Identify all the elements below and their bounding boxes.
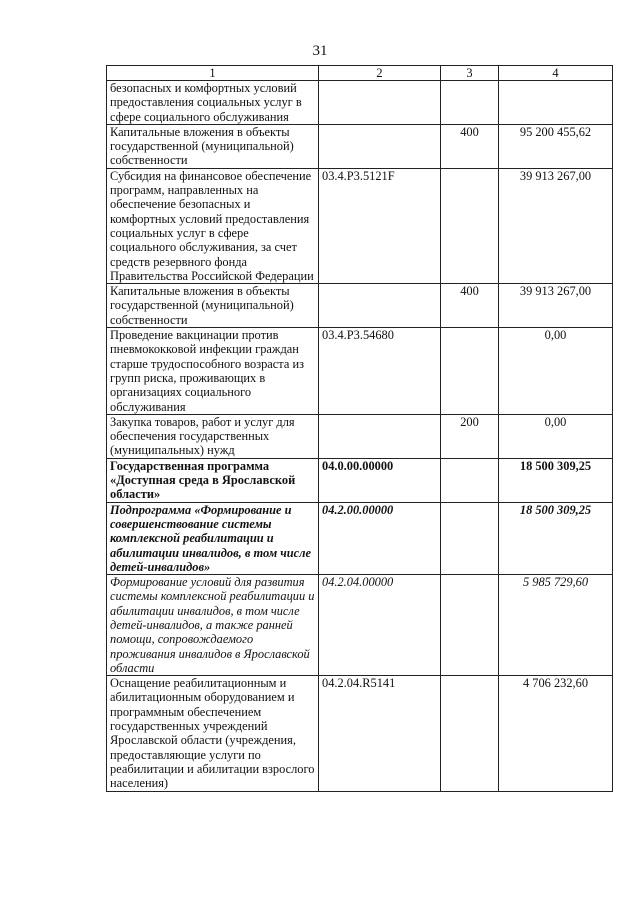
table-row <box>107 502 613 574</box>
row-type-cell <box>441 575 499 676</box>
row-type-cell <box>441 81 499 125</box>
row-amount-cell: 0,00 <box>499 328 613 415</box>
row-name-cell: Проведение вакцинации против пневмококковой инфекции граждан старше трудоспособного возраста из групп риска, проживающих в организациях социального обслуживания <box>107 328 319 415</box>
row-name-cell: Формирование условий для развития системы комплексной реабилитации и абилитации инвалидов, в том числе детей-инвалидов, а также ранней помощи, сопровождаемого проживания инвалидов в Ярославской области <box>107 575 319 676</box>
row-code-cell: 04.2.04.R5141 <box>319 676 441 791</box>
row-type-cell <box>441 676 499 791</box>
header-col-2: 2 <box>319 66 441 81</box>
row-amount-cell: 18 500 309,25 <box>499 458 613 502</box>
table-row <box>107 168 613 283</box>
row-type-cell <box>441 168 499 283</box>
row-amount-cell: 39 913 267,00 <box>499 168 613 283</box>
row-type-cell: 200 <box>441 414 499 458</box>
row-name-cell: Закупка товаров, работ и услуг для обеспечения государственных (муниципальных) нужд <box>107 414 319 458</box>
table-row <box>107 414 613 458</box>
row-amount-cell: 95 200 455,62 <box>499 124 613 168</box>
row-code-cell: 04.2.04.00000 <box>319 575 441 676</box>
page-number: 31 <box>312 43 328 59</box>
row-code-cell: 03.4.P3.54680 <box>319 328 441 415</box>
table-row <box>107 575 613 676</box>
row-name-cell: Субсидия на финансовое обеспечение программ, направленных на обеспечение безопасных и комфортных условий предоставления социальных услуг в сфере социального обслуживания, за счет средств резервного фонда Правительства Российской Федерации <box>107 168 319 283</box>
row-type-cell <box>441 328 499 415</box>
row-amount-cell: 5 985 729,60 <box>499 575 613 676</box>
row-type-cell: 400 <box>441 124 499 168</box>
row-name-cell: безопасных и комфортных условий предоставления социальных услуг в сфере социального обслуживания <box>107 81 319 125</box>
table-row <box>107 81 613 125</box>
row-name-cell: Подпрограмма «Формирование и совершенствование системы комплексной реабилитации и абилитации инвалидов, в том числе детей-инвалидов» <box>107 502 319 574</box>
row-amount-cell: 0,00 <box>499 414 613 458</box>
budget-table <box>106 65 613 792</box>
row-code-cell <box>319 124 441 168</box>
row-name-cell: Капитальные вложения в объекты государственной (муниципальной) собственности <box>107 284 319 328</box>
table-row <box>107 676 613 791</box>
header-col-4: 4 <box>499 66 613 81</box>
row-name-cell: Государственная программа «Доступная среда в Ярославской области» <box>107 458 319 502</box>
row-amount-cell <box>499 81 613 125</box>
table-row <box>107 284 613 328</box>
row-code-cell: 04.2.00.00000 <box>319 502 441 574</box>
header-col-3: 3 <box>441 66 499 81</box>
table-row <box>107 328 613 415</box>
row-code-cell <box>319 81 441 125</box>
row-type-cell: 400 <box>441 284 499 328</box>
row-code-cell: 03.4.P3.5121F <box>319 168 441 283</box>
row-amount-cell: 18 500 309,25 <box>499 502 613 574</box>
row-code-cell <box>319 284 441 328</box>
header-col-1: 1 <box>107 66 319 81</box>
table-row <box>107 124 613 168</box>
row-type-cell <box>441 458 499 502</box>
row-name-cell: Оснащение реабилитационным и абилитационным оборудованием и программным обеспечением государственных учреждений Ярославской области (учреждения, предоставляющие услуги по реабилитации и абилитации взрослого населения) <box>107 676 319 791</box>
row-type-cell <box>441 502 499 574</box>
row-code-cell: 04.0.00.00000 <box>319 458 441 502</box>
row-amount-cell: 4 706 232,60 <box>499 676 613 791</box>
row-name-cell: Капитальные вложения в объекты государственной (муниципальной) собственности <box>107 124 319 168</box>
row-code-cell <box>319 414 441 458</box>
table-row <box>107 458 613 502</box>
table-header-row <box>107 66 613 81</box>
row-amount-cell: 39 913 267,00 <box>499 284 613 328</box>
